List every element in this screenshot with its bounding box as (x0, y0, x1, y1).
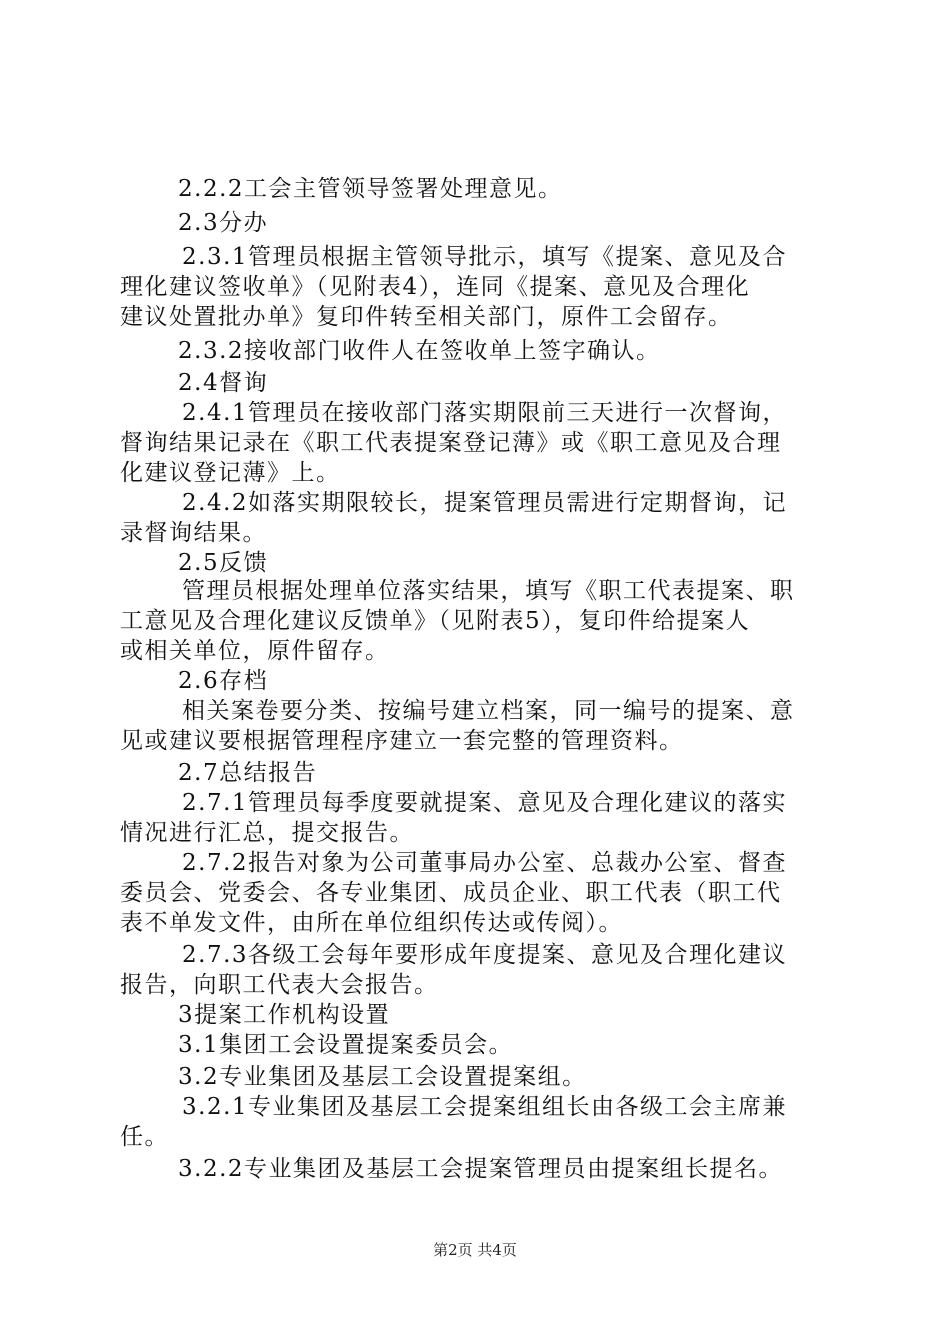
text-line: 或相关单位，原件留存。 (120, 638, 390, 664)
section-heading: 2.6存档 (178, 668, 269, 694)
text-line: 化建议登记薄》上。 (120, 460, 341, 486)
text-line: 见或建议要根据管理程序建立一套完整的管理资料。 (120, 728, 684, 754)
text-line: 相关案卷要分类、按编号建立档案，同一编号的提案、意 (182, 698, 795, 724)
text-line: 2.2.2工会主管领导签署处理意见。 (178, 176, 563, 202)
section-heading: 2.4督询 (178, 370, 269, 396)
page-number-footer: 第2页 共4页 (433, 1241, 517, 1259)
section-heading: 3提案工作机构设置 (178, 1002, 391, 1028)
text-line: 2.7.3各级工会每年要形成年度提案、意见及合理化建议 (182, 942, 788, 968)
text-line: 3.2.2专业集团及基层工会提案管理员由提案组长提名。 (178, 1156, 784, 1182)
text-line: 2.4.2如落实期限较长，提案管理员需进行定期督询，记 (182, 490, 788, 516)
text-line: 管理员根据处理单位落实结果，填写《职工代表提案、职 (182, 578, 795, 604)
text-line: 3.2.1专业集团及基层工会提案组组长由各级工会主席兼 (182, 1094, 788, 1120)
text-line: 3.1集团工会设置提案委员会。 (178, 1032, 514, 1058)
text-line: 2.3.1管理员根据主管领导批示，填写《提案、意见及合 (182, 244, 788, 270)
text-line: 表不单发文件，由所在单位组织传达或传阅）。 (120, 910, 623, 936)
text-line: 理化建议签收单》（见附表4），连同《提案、意见及合理化 (120, 274, 751, 300)
text-line: 录督询结果。 (120, 520, 267, 546)
text-line: 2.7.2报告对象为公司董事局办公室、总裁办公室、督查 (182, 850, 788, 876)
text-line: 委员会、党委会、各专业集团、成员企业、职工代表（职工代 (120, 880, 782, 906)
text-line: 2.4.1管理员在接收部门落实期限前三天进行一次督询， (182, 400, 788, 426)
text-line: 报告，向职工代表大会报告。 (120, 972, 439, 998)
text-line: 任。 (120, 1124, 169, 1150)
section-heading: 2.5反馈 (178, 550, 269, 576)
section-heading: 2.3分办 (178, 210, 269, 236)
text-line: 3.2专业集团及基层工会设置提案组。 (178, 1064, 587, 1090)
section-heading: 2.7总结报告 (178, 760, 318, 786)
text-line: 2.7.1管理员每季度要就提案、意见及合理化建议的落实 (182, 790, 788, 816)
text-line: 情况进行汇总，提交报告。 (120, 820, 414, 846)
text-line: 建议处置批办单》复印件转至相关部门，原件工会留存。 (120, 304, 733, 330)
text-line: 2.3.2接收部门收件人在签收单上签字确认。 (178, 338, 661, 364)
text-line: 工意见及合理化建议反馈单》（见附表5），复印件给提案人 (120, 608, 751, 634)
text-line: 督询结果记录在《职工代表提案登记薄》或《职工意见及合理 (120, 430, 782, 456)
